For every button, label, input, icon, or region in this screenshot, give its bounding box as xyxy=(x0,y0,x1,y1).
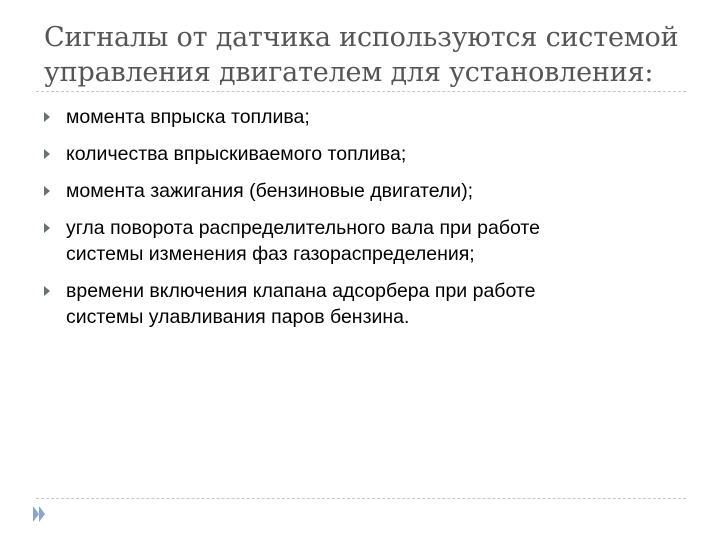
bullet-text-line: количества впрыскиваемого топлива; xyxy=(66,143,407,165)
bullet-text xyxy=(66,215,684,267)
slide-title xyxy=(44,20,694,90)
bullet-item xyxy=(44,141,684,167)
bullet-text xyxy=(66,104,684,130)
bullet-text xyxy=(66,278,684,330)
bullet-text-line: угла поворота распределительного вала при работе xyxy=(66,217,540,239)
bullet-text-line: системы улавливания паров бензина. xyxy=(66,306,410,328)
triangle-bullet-icon xyxy=(44,186,50,196)
double-chevron-right-icon[interactable] xyxy=(32,505,46,523)
slide-title-line-1: Сигналы от датчика используются системой xyxy=(44,22,679,53)
bullet-item xyxy=(44,278,684,330)
bullet-text xyxy=(66,141,684,167)
bullet-text xyxy=(66,178,684,204)
bullet-text-line: времени включения клапана адсорбера при работе xyxy=(66,280,536,302)
triangle-bullet-icon xyxy=(44,149,50,159)
triangle-bullet-icon xyxy=(44,112,50,122)
bullet-list xyxy=(44,104,684,341)
bullet-item xyxy=(44,178,684,204)
bullet-text-line: момента зажигания (бензиновые двигатели); xyxy=(66,180,474,202)
slide-title-line-2: управления двигателем для установления: xyxy=(44,57,654,88)
triangle-bullet-icon xyxy=(44,286,50,296)
bullet-item xyxy=(44,215,684,267)
bullet-item xyxy=(44,104,684,130)
title-divider xyxy=(36,91,686,92)
footer-divider xyxy=(36,498,686,499)
bullet-text-line: системы изменения фаз газораспределения; xyxy=(66,243,475,265)
triangle-bullet-icon xyxy=(44,223,50,233)
bullet-text-line: момента впрыска топлива; xyxy=(66,106,310,128)
